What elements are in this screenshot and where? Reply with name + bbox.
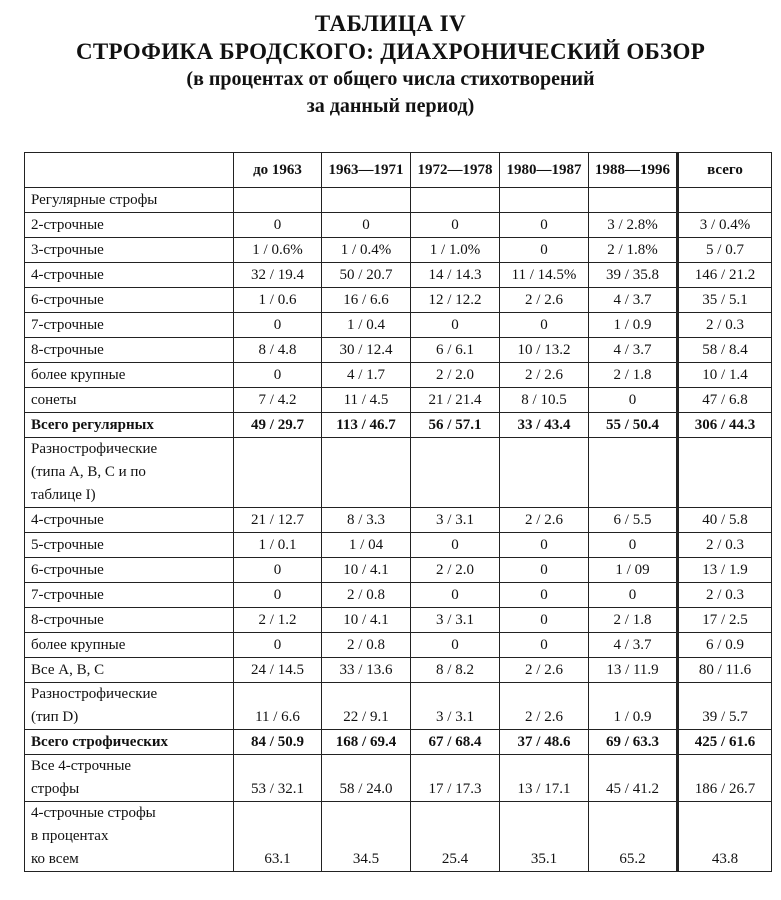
table-cell: 67 / 68.4 [411,730,500,755]
table-row [25,388,772,413]
table-cell: 1 / 0.9 [589,313,678,338]
row-label: 4-строчные [25,508,234,533]
table-cell: 21 / 12.7 [234,508,322,533]
table-cell: 1 / 1.0% [411,238,500,263]
table-title [0,10,781,120]
row-label: 4-строчные строфы в процентах ко всем [25,802,234,872]
table-cell: 0 [234,633,322,658]
table-cell: 2 / 2.6 [500,658,589,683]
table-cell: 13 / 1.9 [678,558,772,583]
section-row [25,438,772,508]
table-cell: 58 / 8.4 [678,338,772,363]
table-cell: 11 / 6.6 [234,683,322,730]
table-cell: 24 / 14.5 [234,658,322,683]
table-cell: 2 / 2.6 [500,508,589,533]
table-cell: 0 [589,533,678,558]
table-row [25,508,772,533]
table-row [25,313,772,338]
table-cell: 3 / 3.1 [411,683,500,730]
col-header: 1988—1996 [589,153,678,188]
table-cell: 425 / 61.6 [678,730,772,755]
table-cell: 0 [500,583,589,608]
table-cell: 113 / 46.7 [322,413,411,438]
title-line-3: (в процентах от общего числа стихотворений [186,68,595,90]
table-cell: 4 / 3.7 [589,288,678,313]
table-cell: 2 / 2.6 [500,683,589,730]
table-row [25,413,772,438]
table-cell: 10 / 4.1 [322,558,411,583]
table-cell: 0 [589,388,678,413]
row-label: более крупные [25,363,234,388]
row-label: Все 4-строчные строфы [25,755,234,802]
table-cell: 33 / 43.4 [500,413,589,438]
table-cell: 21 / 21.4 [411,388,500,413]
table-cell: 84 / 50.9 [234,730,322,755]
table-cell: 2 / 2.0 [411,363,500,388]
table-cell: 43.8 [678,802,772,872]
row-label: Разнострофические (тип D) [25,683,234,730]
table-cell: 1 / 04 [322,533,411,558]
table-cell: 1 / 0.4 [322,313,411,338]
table-cell: 1 / 0.6 [234,288,322,313]
table-cell: 146 / 21.2 [678,263,772,288]
table-cell: 30 / 12.4 [322,338,411,363]
table-cell: 3 / 2.8% [589,213,678,238]
table-cell: 2 / 0.3 [678,583,772,608]
table-cell: 306 / 44.3 [678,413,772,438]
table-cell: 55 / 50.4 [589,413,678,438]
table-cell: 25.4 [411,802,500,872]
table-cell: 17 / 17.3 [411,755,500,802]
table-cell: 5 / 0.7 [678,238,772,263]
table-cell: 0 [500,558,589,583]
table-cell: 39 / 5.7 [678,683,772,730]
table-cell: 1 / 0.6% [234,238,322,263]
header-corner [25,153,234,188]
col-header: до 1963 [234,153,322,188]
table-cell: 1 / 09 [589,558,678,583]
row-label: 6-строчные [25,288,234,313]
table-cell: 0 [411,313,500,338]
title-line-1: ТАБЛИЦА IV [314,11,467,36]
table-cell: 2 / 2.0 [411,558,500,583]
table-cell: 2 / 0.3 [678,533,772,558]
table-cell: 58 / 24.0 [322,755,411,802]
table-cell: 2 / 0.8 [322,633,411,658]
table-cell: 6 / 5.5 [589,508,678,533]
table-cell: 0 [322,213,411,238]
table-cell: 33 / 13.6 [322,658,411,683]
table-cell: 0 [500,238,589,263]
row-label: 4-строчные [25,263,234,288]
table-cell: 4 / 3.7 [589,338,678,363]
title-line-2: СТРОФИКА БРОДСКОГО: ДИАХРОНИЧЕСКИЙ ОБЗОР [75,39,706,64]
row-label: Всего строфических [25,730,234,755]
table-row [25,263,772,288]
table-cell: 0 [500,313,589,338]
table-cell: 0 [500,213,589,238]
table-cell: 0 [411,533,500,558]
table-cell: 4 / 3.7 [589,633,678,658]
table-cell: 11 / 14.5% [500,263,589,288]
col-header: 1972—1978 [411,153,500,188]
row-label: 5-строчные [25,533,234,558]
table-cell: 12 / 12.2 [411,288,500,313]
table-cell: 7 / 4.2 [234,388,322,413]
row-label: 3-строчные [25,238,234,263]
table-row [25,633,772,658]
table-cell: 1 / 0.9 [589,683,678,730]
table-cell: 14 / 14.3 [411,263,500,288]
table-cell: 10 / 4.1 [322,608,411,633]
table-cell: 22 / 9.1 [322,683,411,730]
row-label: 2-строчные [25,213,234,238]
table-cell: 2 / 1.2 [234,608,322,633]
table-cell: 34.5 [322,802,411,872]
table-cell: 47 / 6.8 [678,388,772,413]
table-cell: 17 / 2.5 [678,608,772,633]
table-cell: 65.2 [589,802,678,872]
table-cell: 8 / 4.8 [234,338,322,363]
table-cell: 39 / 35.8 [589,263,678,288]
row-label: Всего регулярных [25,413,234,438]
table-cell: 0 [234,363,322,388]
table-cell: 0 [234,558,322,583]
table-cell: 63.1 [234,802,322,872]
table-row [25,238,772,263]
table-cell: 2 / 1.8% [589,238,678,263]
table-cell: 0 [411,583,500,608]
table-cell: 8 / 3.3 [322,508,411,533]
table-cell: 3 / 0.4% [678,213,772,238]
table-cell: 3 / 3.1 [411,508,500,533]
table-row [25,363,772,388]
table-cell: 13 / 17.1 [500,755,589,802]
table-row [25,658,772,683]
table-cell: 0 [234,313,322,338]
table-cell: 80 / 11.6 [678,658,772,683]
table-row [25,558,772,583]
table-cell: 56 / 57.1 [411,413,500,438]
table-cell: 0 [411,633,500,658]
table-cell: 50 / 20.7 [322,263,411,288]
table-cell: 1 / 0.4% [322,238,411,263]
table-cell: 2 / 1.8 [589,363,678,388]
row-label: 7-строчные [25,313,234,338]
table-row [25,730,772,755]
table-cell: 11 / 4.5 [322,388,411,413]
table-cell: 186 / 26.7 [678,755,772,802]
section-label: Регулярные строфы [25,188,234,213]
row-label: сонеты [25,388,234,413]
stanza-table [24,152,772,872]
table-row [25,583,772,608]
table-cell: 2 / 1.8 [589,608,678,633]
table-cell: 8 / 10.5 [500,388,589,413]
table-row [25,802,772,872]
row-label: 8-строчные [25,608,234,633]
table-cell: 10 / 1.4 [678,363,772,388]
table-cell: 0 [500,533,589,558]
table-cell: 16 / 6.6 [322,288,411,313]
section-row [25,188,772,213]
table-cell: 2 / 2.6 [500,288,589,313]
table-cell: 0 [589,583,678,608]
table-row [25,338,772,363]
col-header: 1980—1987 [500,153,589,188]
table-cell: 0 [500,608,589,633]
table-cell: 2 / 0.3 [678,313,772,338]
table-cell: 32 / 19.4 [234,263,322,288]
table-row [25,533,772,558]
col-header: всего [678,153,772,188]
table-cell: 40 / 5.8 [678,508,772,533]
table-cell: 4 / 1.7 [322,363,411,388]
table-cell: 0 [234,583,322,608]
table-cell: 168 / 69.4 [322,730,411,755]
table-cell: 0 [234,213,322,238]
row-label: 7-строчные [25,583,234,608]
table-cell: 0 [500,633,589,658]
table-cell: 6 / 6.1 [411,338,500,363]
table-cell: 8 / 8.2 [411,658,500,683]
col-header: 1963—1971 [322,153,411,188]
table-row [25,608,772,633]
table-row [25,755,772,802]
table-row [25,213,772,238]
row-label: Все A, B, C [25,658,234,683]
table-cell: 45 / 41.2 [589,755,678,802]
table-cell: 1 / 0.1 [234,533,322,558]
header-row [25,153,772,188]
table-cell: 2 / 0.8 [322,583,411,608]
row-label: 8-строчные [25,338,234,363]
table-row [25,288,772,313]
table-cell: 13 / 11.9 [589,658,678,683]
title-line-4: за данный период) [306,95,475,117]
table-cell: 37 / 48.6 [500,730,589,755]
table-cell: 53 / 32.1 [234,755,322,802]
table-cell: 10 / 13.2 [500,338,589,363]
table-cell: 49 / 29.7 [234,413,322,438]
table-cell: 35.1 [500,802,589,872]
section-label: Разнострофические (типа A, B, C и по таблице I) [25,438,234,508]
table-row [25,683,772,730]
row-label: 6-строчные [25,558,234,583]
table-cell: 0 [411,213,500,238]
table-cell: 3 / 3.1 [411,608,500,633]
table-cell: 35 / 5.1 [678,288,772,313]
table-cell: 2 / 2.6 [500,363,589,388]
row-label: более крупные [25,633,234,658]
table-cell: 69 / 63.3 [589,730,678,755]
table-cell: 6 / 0.9 [678,633,772,658]
